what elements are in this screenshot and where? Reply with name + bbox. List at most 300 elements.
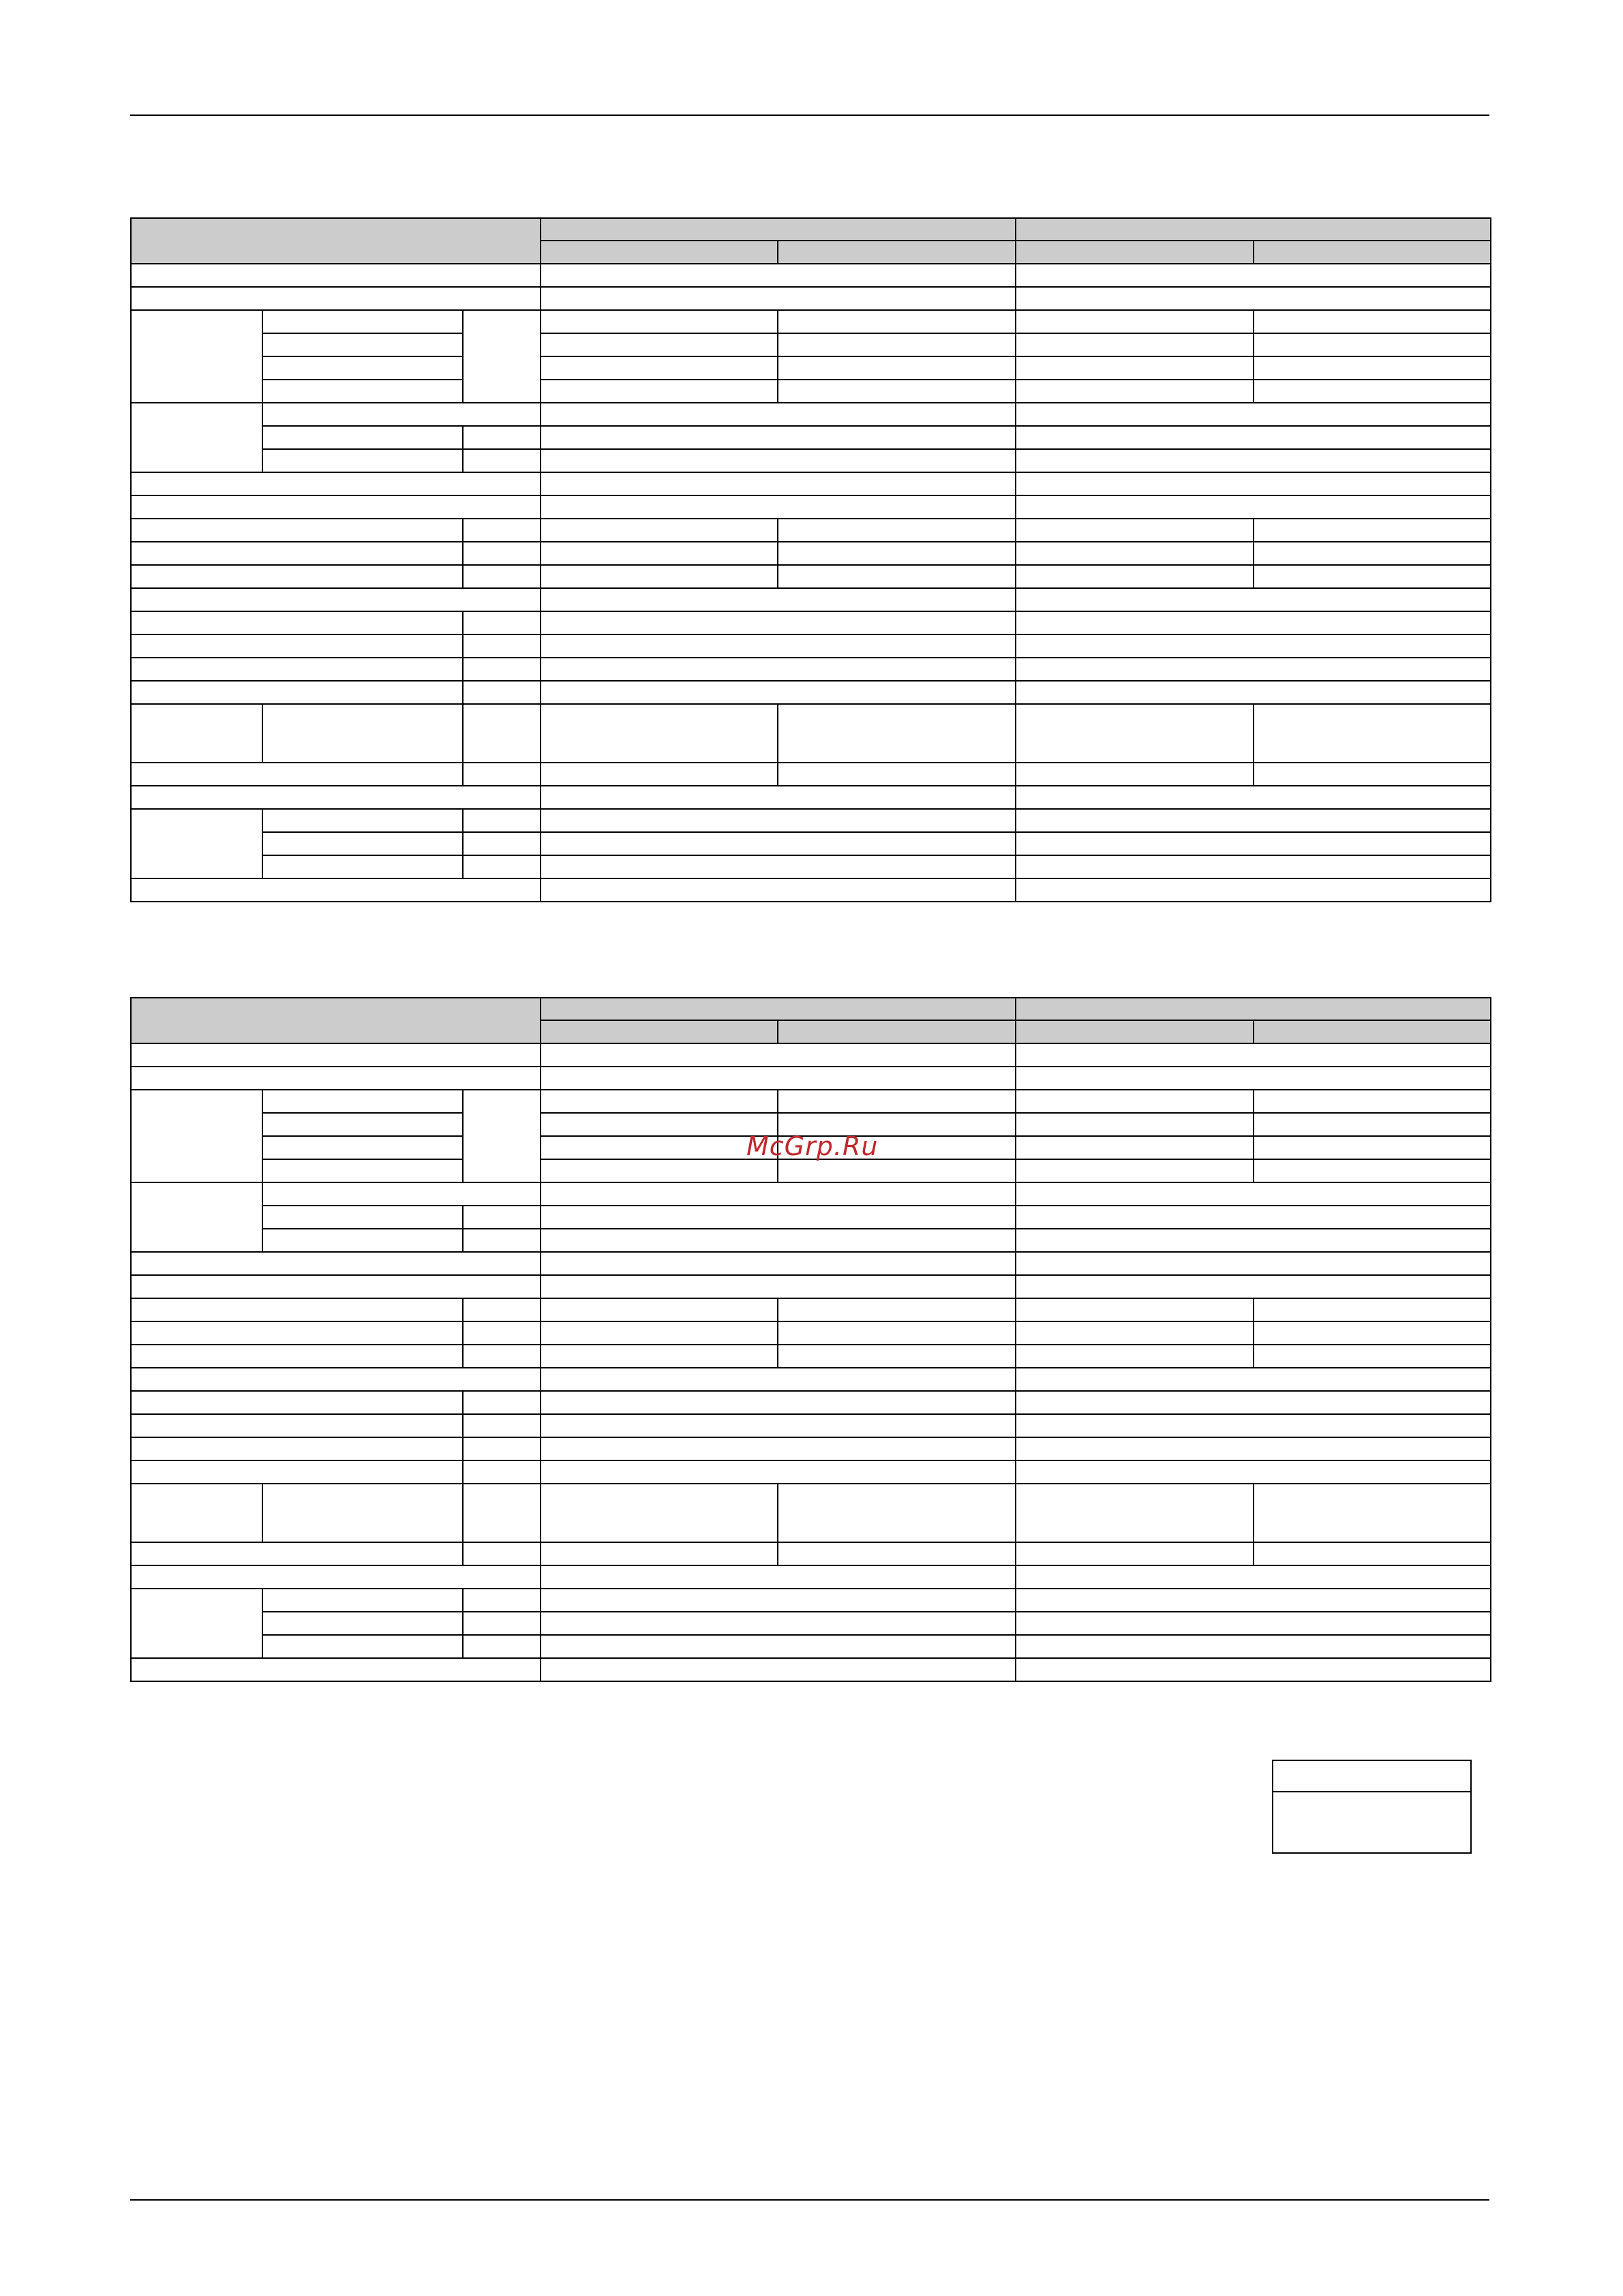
table-cell: [1016, 426, 1491, 449]
table-row: [131, 565, 1491, 588]
table-cell: [541, 681, 1016, 704]
table-cell: [262, 333, 463, 356]
header-cell: [1254, 1020, 1491, 1043]
table-row: [131, 1658, 1491, 1681]
table-cell: [1016, 1484, 1254, 1542]
table-cell: [541, 310, 778, 333]
table-cell: [131, 565, 463, 588]
table-cell: [1016, 287, 1491, 310]
table-row: [131, 704, 1491, 763]
table-cell: [463, 1589, 541, 1612]
table-cell: [1016, 495, 1491, 519]
table-cell: [262, 1484, 463, 1542]
table-cell: [262, 832, 463, 855]
table-cell: [1016, 472, 1491, 495]
table-cell: [131, 542, 463, 565]
header-cell: [1016, 218, 1491, 241]
table-cell: [1016, 1113, 1254, 1136]
table-cell: [778, 1484, 1016, 1542]
table-cell: [1016, 380, 1254, 403]
table-cell: [541, 264, 1016, 287]
table-cell: [131, 1565, 541, 1589]
table-cell: [262, 1136, 463, 1159]
table-cell: [463, 426, 541, 449]
table-cell: [541, 634, 1016, 658]
table-cell: [541, 855, 1016, 878]
table-cell: [1016, 1090, 1254, 1113]
table-cell: [1016, 763, 1254, 786]
table-cell: [541, 588, 1016, 611]
table-row: [131, 878, 1491, 902]
table-cell: [1016, 681, 1491, 704]
table-cell: [1016, 832, 1491, 855]
table-cell: [131, 763, 463, 786]
table-row: [131, 1437, 1491, 1460]
table-cell: [131, 1067, 541, 1090]
table-cell: [1016, 1136, 1254, 1159]
table-row: [131, 611, 1491, 634]
table-row: [131, 287, 1491, 310]
table-cell: [1016, 1321, 1254, 1345]
table-cell: [1254, 519, 1491, 542]
table-cell: [463, 1321, 541, 1345]
table-cell: [1254, 1159, 1491, 1182]
table-cell: [131, 403, 262, 472]
table-cell: [1016, 1612, 1491, 1635]
table-cell: [541, 658, 1016, 681]
table-cell: [778, 1090, 1016, 1113]
table-cell: [541, 1298, 778, 1321]
table-row: [131, 1635, 1491, 1658]
table-cell: [131, 1275, 541, 1298]
table-row: [131, 1589, 1491, 1612]
table-cell: [541, 380, 778, 403]
table-cell: [1016, 1589, 1491, 1612]
table-cell: [541, 356, 778, 380]
table-cell: [541, 1460, 1016, 1484]
table-cell: [463, 855, 541, 878]
table-cell: [463, 1090, 541, 1182]
table-cell: [778, 704, 1016, 763]
table-row: [131, 1321, 1491, 1345]
table-cell: [262, 1635, 463, 1658]
table-cell: [463, 1635, 541, 1658]
table-cell: [1016, 588, 1491, 611]
table-cell: [541, 1043, 1016, 1067]
table-cell: [262, 1159, 463, 1182]
table-cell: [541, 1345, 778, 1368]
table-cell: [541, 1589, 1016, 1612]
header-cell: [541, 1020, 778, 1043]
table-cell: [1016, 1275, 1491, 1298]
table-cell: [463, 1612, 541, 1635]
table-cell: [1254, 310, 1491, 333]
table-cell: [1016, 611, 1491, 634]
table-cell: [541, 1113, 778, 1136]
table-cell: [262, 1090, 463, 1113]
table-row: [131, 1298, 1491, 1321]
table-cell: [778, 333, 1016, 356]
table-cell: [778, 1345, 1016, 1368]
table-cell: [1016, 1229, 1491, 1252]
table-cell: [131, 1345, 463, 1368]
table-cell: [262, 1612, 463, 1635]
table-row: [131, 1542, 1491, 1565]
table-row: [131, 634, 1491, 658]
table-cell: [778, 542, 1016, 565]
table-cell: [1016, 878, 1491, 902]
table-cell: [463, 832, 541, 855]
table-cell: [778, 519, 1016, 542]
header-cell: [1016, 1020, 1254, 1043]
table-cell: [541, 426, 1016, 449]
table-row: [131, 1043, 1491, 1067]
table-cell: [541, 472, 1016, 495]
top-rule: [130, 114, 1489, 116]
spec-table-2: [130, 997, 1491, 1682]
table-cell: [541, 611, 1016, 634]
header-cell: [541, 218, 1016, 241]
table-cell: [541, 1414, 1016, 1437]
table-cell: [541, 1229, 1016, 1252]
table-row: [131, 472, 1491, 495]
table-row: [131, 1414, 1491, 1437]
table-cell: [541, 1437, 1016, 1460]
table-cell: [541, 1542, 778, 1565]
table-cell: [541, 1067, 1016, 1090]
table-row: [131, 310, 1491, 333]
table-cell: [463, 1391, 541, 1414]
table-cell: [463, 1484, 541, 1542]
table-cell: [778, 763, 1016, 786]
table-cell: [1016, 1067, 1491, 1090]
table-row: [131, 380, 1491, 403]
table-cell: [541, 449, 1016, 472]
table-cell: [463, 681, 541, 704]
table-cell: [463, 1206, 541, 1229]
table-cell: [1016, 1437, 1491, 1460]
header-cell: [778, 241, 1016, 264]
table-cell: [541, 1090, 778, 1113]
table-cell: [131, 1437, 463, 1460]
table-cell: [1254, 763, 1491, 786]
table-cell: [131, 1182, 262, 1252]
table-row: [131, 1275, 1491, 1298]
table-cell: [778, 1159, 1016, 1182]
table-cell: [1016, 1252, 1491, 1275]
table-cell: [1016, 809, 1491, 832]
table-cell: [541, 1484, 778, 1542]
table-cell: [1016, 704, 1254, 763]
table-cell: [541, 1159, 778, 1182]
table-row: [131, 1252, 1491, 1275]
table-cell: [1016, 1043, 1491, 1067]
table-cell: [1254, 356, 1491, 380]
table-row: [131, 333, 1491, 356]
table-cell: [1016, 1159, 1254, 1182]
table-cell: [262, 704, 463, 763]
header-cell: [1254, 241, 1491, 264]
table-cell: [131, 519, 463, 542]
table-cell: [1016, 519, 1254, 542]
table-cell: [541, 1136, 778, 1159]
header-cell: [541, 241, 778, 264]
table-cell: [541, 786, 1016, 809]
table-cell: [1016, 1565, 1491, 1589]
table-cell: [1254, 333, 1491, 356]
table-cell: [262, 449, 463, 472]
table-cell: [131, 878, 541, 902]
table-row: [131, 356, 1491, 380]
table-cell: [1016, 855, 1491, 878]
table-cell: [541, 878, 1016, 902]
table-cell: [262, 426, 463, 449]
table-row: [131, 658, 1491, 681]
table-row: [131, 809, 1491, 832]
table-cell: [262, 1206, 463, 1229]
table-cell: [463, 809, 541, 832]
table-cell: [778, 1321, 1016, 1345]
table-cell: [1016, 634, 1491, 658]
table-cell: [541, 763, 778, 786]
table-cell: [541, 1182, 1016, 1206]
table-cell: [131, 1090, 262, 1182]
table-cell: [131, 588, 541, 611]
table-cell: [1254, 1298, 1491, 1321]
table-cell: [541, 333, 778, 356]
table-cell: [131, 495, 541, 519]
header-cell: [131, 998, 541, 1043]
table-cell: [541, 542, 778, 565]
table-cell: [463, 542, 541, 565]
table-cell: [1016, 449, 1491, 472]
table-cell: [262, 380, 463, 403]
table-cell: [1016, 1658, 1491, 1681]
table-cell: [541, 565, 778, 588]
table-cell: [778, 310, 1016, 333]
table-row: [131, 1460, 1491, 1484]
table-row: [131, 1159, 1491, 1182]
table-cell: [1016, 1414, 1491, 1437]
table-cell: [463, 1298, 541, 1321]
table-cell: [1016, 1368, 1491, 1391]
table-cell: [1016, 333, 1254, 356]
table-cell: [541, 495, 1016, 519]
table-cell: [463, 449, 541, 472]
table-row: [131, 1090, 1491, 1113]
table-cell: [131, 1658, 541, 1681]
table-cell: [131, 704, 262, 763]
table-cell: [131, 1321, 463, 1345]
table-row: [131, 264, 1491, 287]
table-cell: [262, 809, 463, 832]
table-cell: [541, 1658, 1016, 1681]
table-cell: [1016, 1182, 1491, 1206]
note-box-header: [1273, 1761, 1470, 1792]
table-cell: [1254, 565, 1491, 588]
table-header-row: [131, 218, 1491, 241]
table-cell: [131, 472, 541, 495]
table-cell: [541, 1368, 1016, 1391]
table-cell: [541, 704, 778, 763]
table-cell: [463, 1229, 541, 1252]
table-cell: [131, 1484, 262, 1542]
table-cell: [1254, 704, 1491, 763]
table-row: [131, 449, 1491, 472]
table-cell: [1254, 1113, 1491, 1136]
table-cell: [1016, 1635, 1491, 1658]
table-cell: [1016, 356, 1254, 380]
table-cell: [541, 1635, 1016, 1658]
table-row: [131, 542, 1491, 565]
table-cell: [131, 1368, 541, 1391]
table-cell: [541, 1565, 1016, 1589]
table-row: [131, 832, 1491, 855]
table-row: [131, 1182, 1491, 1206]
table-cell: [262, 855, 463, 878]
table-row: [131, 495, 1491, 519]
table-cell: [463, 1542, 541, 1565]
table-cell: [262, 403, 541, 426]
table-cell: [131, 1414, 463, 1437]
table-cell: [131, 264, 541, 287]
table-cell: [1254, 1136, 1491, 1159]
table-cell: [262, 1589, 463, 1612]
table-row: [131, 1391, 1491, 1414]
table-cell: [131, 1252, 541, 1275]
watermark: McGrp.Ru: [746, 1131, 879, 1161]
header-cell: [778, 1020, 1016, 1043]
table-cell: [463, 310, 541, 403]
table-cell: [262, 356, 463, 380]
header-cell: [541, 998, 1016, 1020]
table-cell: [778, 1542, 1016, 1565]
table-cell: [778, 565, 1016, 588]
table-cell: [541, 287, 1016, 310]
table-row: [131, 1067, 1491, 1090]
table-cell: [463, 763, 541, 786]
table-cell: [131, 634, 463, 658]
table-cell: [262, 1182, 541, 1206]
table-cell: [131, 1043, 541, 1067]
table-row: [131, 426, 1491, 449]
table-cell: [541, 403, 1016, 426]
table-cell: [1016, 542, 1254, 565]
table-row: [131, 1206, 1491, 1229]
table-cell: [778, 380, 1016, 403]
table-cell: [463, 1414, 541, 1437]
table-cell: [1016, 310, 1254, 333]
table-cell: [1254, 380, 1491, 403]
table-cell: [1016, 1460, 1491, 1484]
table-row: [131, 1229, 1491, 1252]
table-cell: [1254, 1542, 1491, 1565]
table-cell: [463, 565, 541, 588]
table-cell: [541, 519, 778, 542]
table-cell: [463, 658, 541, 681]
table-cell: [1016, 658, 1491, 681]
note-box: [1272, 1760, 1472, 1854]
spec-table-1: [130, 217, 1491, 902]
table-cell: [1016, 403, 1491, 426]
table-header-row: [131, 998, 1491, 1020]
table-row: [131, 1612, 1491, 1635]
table-cell: [262, 310, 463, 333]
table-cell: [1254, 1321, 1491, 1345]
table-cell: [1016, 1542, 1254, 1565]
table-row: [131, 519, 1491, 542]
table-cell: [131, 1542, 463, 1565]
table-cell: [1254, 1345, 1491, 1368]
table-cell: [541, 1391, 1016, 1414]
table-cell: [131, 310, 262, 403]
table-cell: [131, 1460, 463, 1484]
table-cell: [463, 1437, 541, 1460]
table-row: [131, 855, 1491, 878]
table-cell: [541, 1252, 1016, 1275]
table-row: [131, 763, 1491, 786]
table-row: [131, 1565, 1491, 1589]
table-row: [131, 681, 1491, 704]
table-cell: [463, 704, 541, 763]
header-cell: [1016, 998, 1491, 1020]
table-cell: [1254, 542, 1491, 565]
table-cell: [463, 634, 541, 658]
table-cell: [131, 1589, 262, 1658]
header-cell: [1016, 241, 1254, 264]
table-cell: [131, 809, 262, 878]
table-row: [131, 1345, 1491, 1368]
table-cell: [262, 1113, 463, 1136]
table-cell: [541, 1275, 1016, 1298]
table-cell: [463, 1460, 541, 1484]
table-cell: [131, 1391, 463, 1414]
table-cell: [1254, 1090, 1491, 1113]
table-cell: [1254, 1484, 1491, 1542]
table-cell: [463, 1345, 541, 1368]
table-row: [131, 588, 1491, 611]
table-row: [131, 1368, 1491, 1391]
table-cell: [1016, 565, 1254, 588]
table-cell: [131, 287, 541, 310]
table-cell: [131, 611, 463, 634]
header-cell: [131, 218, 541, 264]
table-row: [131, 786, 1491, 809]
table-cell: [778, 1298, 1016, 1321]
table-cell: [541, 832, 1016, 855]
table-cell: [1016, 786, 1491, 809]
table-cell: [131, 1298, 463, 1321]
table-cell: [262, 1229, 463, 1252]
table-cell: [541, 1612, 1016, 1635]
table-cell: [541, 1321, 778, 1345]
table-cell: [1016, 1298, 1254, 1321]
table-cell: [131, 658, 463, 681]
table-row: [131, 1484, 1491, 1542]
table-cell: [131, 681, 463, 704]
table-cell: [1016, 1206, 1491, 1229]
table-row: [131, 403, 1491, 426]
table-cell: [1016, 1345, 1254, 1368]
bottom-rule: [130, 2199, 1489, 2201]
table-cell: [1016, 1391, 1491, 1414]
table-cell: [541, 809, 1016, 832]
table-cell: [131, 786, 541, 809]
table-cell: [1016, 264, 1491, 287]
table-cell: [463, 611, 541, 634]
table-cell: [463, 519, 541, 542]
table-cell: [541, 1206, 1016, 1229]
